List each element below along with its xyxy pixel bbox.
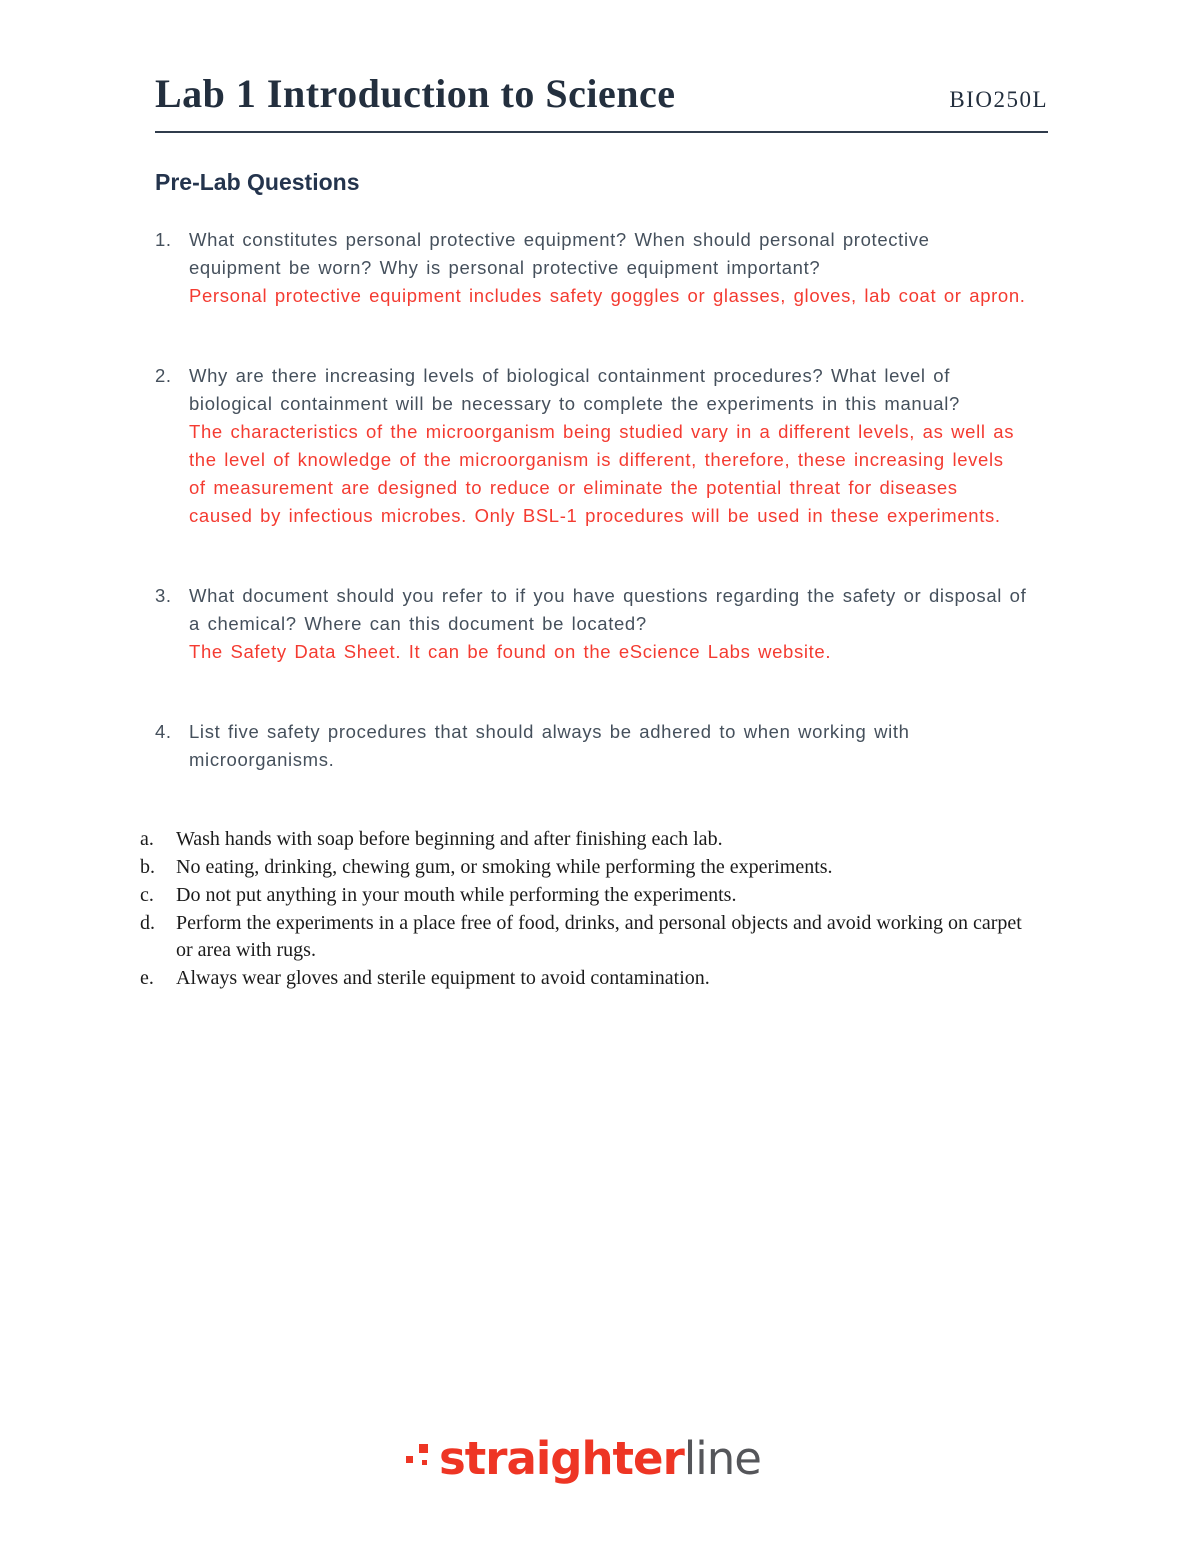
logo-pixel-decoration — [419, 1444, 428, 1453]
question-body — [189, 582, 1027, 666]
procedure-text: No eating, drinking, chewing gum, or smoking while performing the experiments. — [176, 856, 833, 878]
question-item-3 — [155, 582, 1048, 666]
section-heading: Pre-Lab Questions — [155, 169, 360, 195]
question-body — [189, 226, 1027, 310]
procedure-item-b — [140, 854, 1048, 881]
straighterline-logo — [439, 1432, 761, 1485]
safety-procedures-list — [140, 826, 1048, 992]
question-number: 1. — [155, 229, 172, 250]
procedure-item-a — [140, 826, 1048, 853]
logo-pixel-decoration — [406, 1456, 413, 1463]
course-code: BIO250L — [949, 87, 1048, 112]
question-text: Why are there increasing levels of biological containment procedures? What level of biological containment will be necessary to complete the experiments in this manual? — [189, 365, 960, 414]
question-text: List five safety procedures that should always be adhered to when working with microorganisms. — [189, 721, 910, 770]
procedure-text: Always wear gloves and sterile equipment to avoid contamination. — [176, 967, 710, 989]
title-divider — [155, 131, 1048, 133]
answer-text: Personal protective equipment includes safety goggles or glasses, gloves, lab coat or apron. — [189, 285, 1026, 306]
procedure-item-d — [140, 910, 1048, 964]
procedure-text: Do not put anything in your mouth while performing the experiments. — [176, 884, 737, 906]
question-list — [155, 226, 1048, 774]
question-number: 3. — [155, 585, 172, 606]
page-title: Lab 1 Introduction to Science — [155, 71, 676, 116]
logo-text-line: line — [683, 1432, 761, 1485]
question-item-1 — [155, 226, 1048, 310]
logo-pixel-decoration — [422, 1460, 427, 1465]
procedure-letter: a. — [140, 828, 154, 850]
procedure-letter: b. — [140, 856, 155, 878]
answer-text: The Safety Data Sheet. It can be found on the eScience Labs website. — [189, 641, 832, 662]
document-header — [155, 70, 1048, 117]
procedure-item-e — [140, 965, 1048, 992]
question-body — [189, 362, 1027, 530]
question-body — [189, 718, 1027, 774]
procedure-text: Wash hands with soap before beginning and after finishing each lab. — [176, 828, 723, 850]
answer-text: The characteristics of the microorganism being studied vary in a different levels, as well as the level of knowledge of the microorganism is different, therefore, these increasing levels of measurement are designed to reduce or eliminate the potential threat for diseases caused by infectious microbes. Only BSL-1 procedures will be used in these experiments. — [189, 421, 1015, 526]
question-item-4 — [155, 718, 1048, 774]
logo-text-straighter: straighter — [439, 1432, 684, 1485]
procedure-text: Perform the experiments in a place free of food, drinks, and personal objects and avoid working on carpet or area with rugs. — [176, 912, 1022, 961]
procedure-letter: d. — [140, 912, 155, 934]
question-number: 2. — [155, 365, 172, 386]
procedure-letter: e. — [140, 967, 154, 989]
question-item-2 — [155, 362, 1048, 530]
question-text: What document should you refer to if you have questions regarding the safety or disposal of a chemical? Where can this document be located? — [189, 585, 1027, 634]
question-text: What constitutes personal protective equipment? When should personal protective equipment be worn? Why is personal protective equipment important? — [189, 229, 930, 278]
procedure-item-c — [140, 882, 1048, 909]
procedure-letter: c. — [140, 884, 154, 906]
question-number: 4. — [155, 721, 172, 742]
